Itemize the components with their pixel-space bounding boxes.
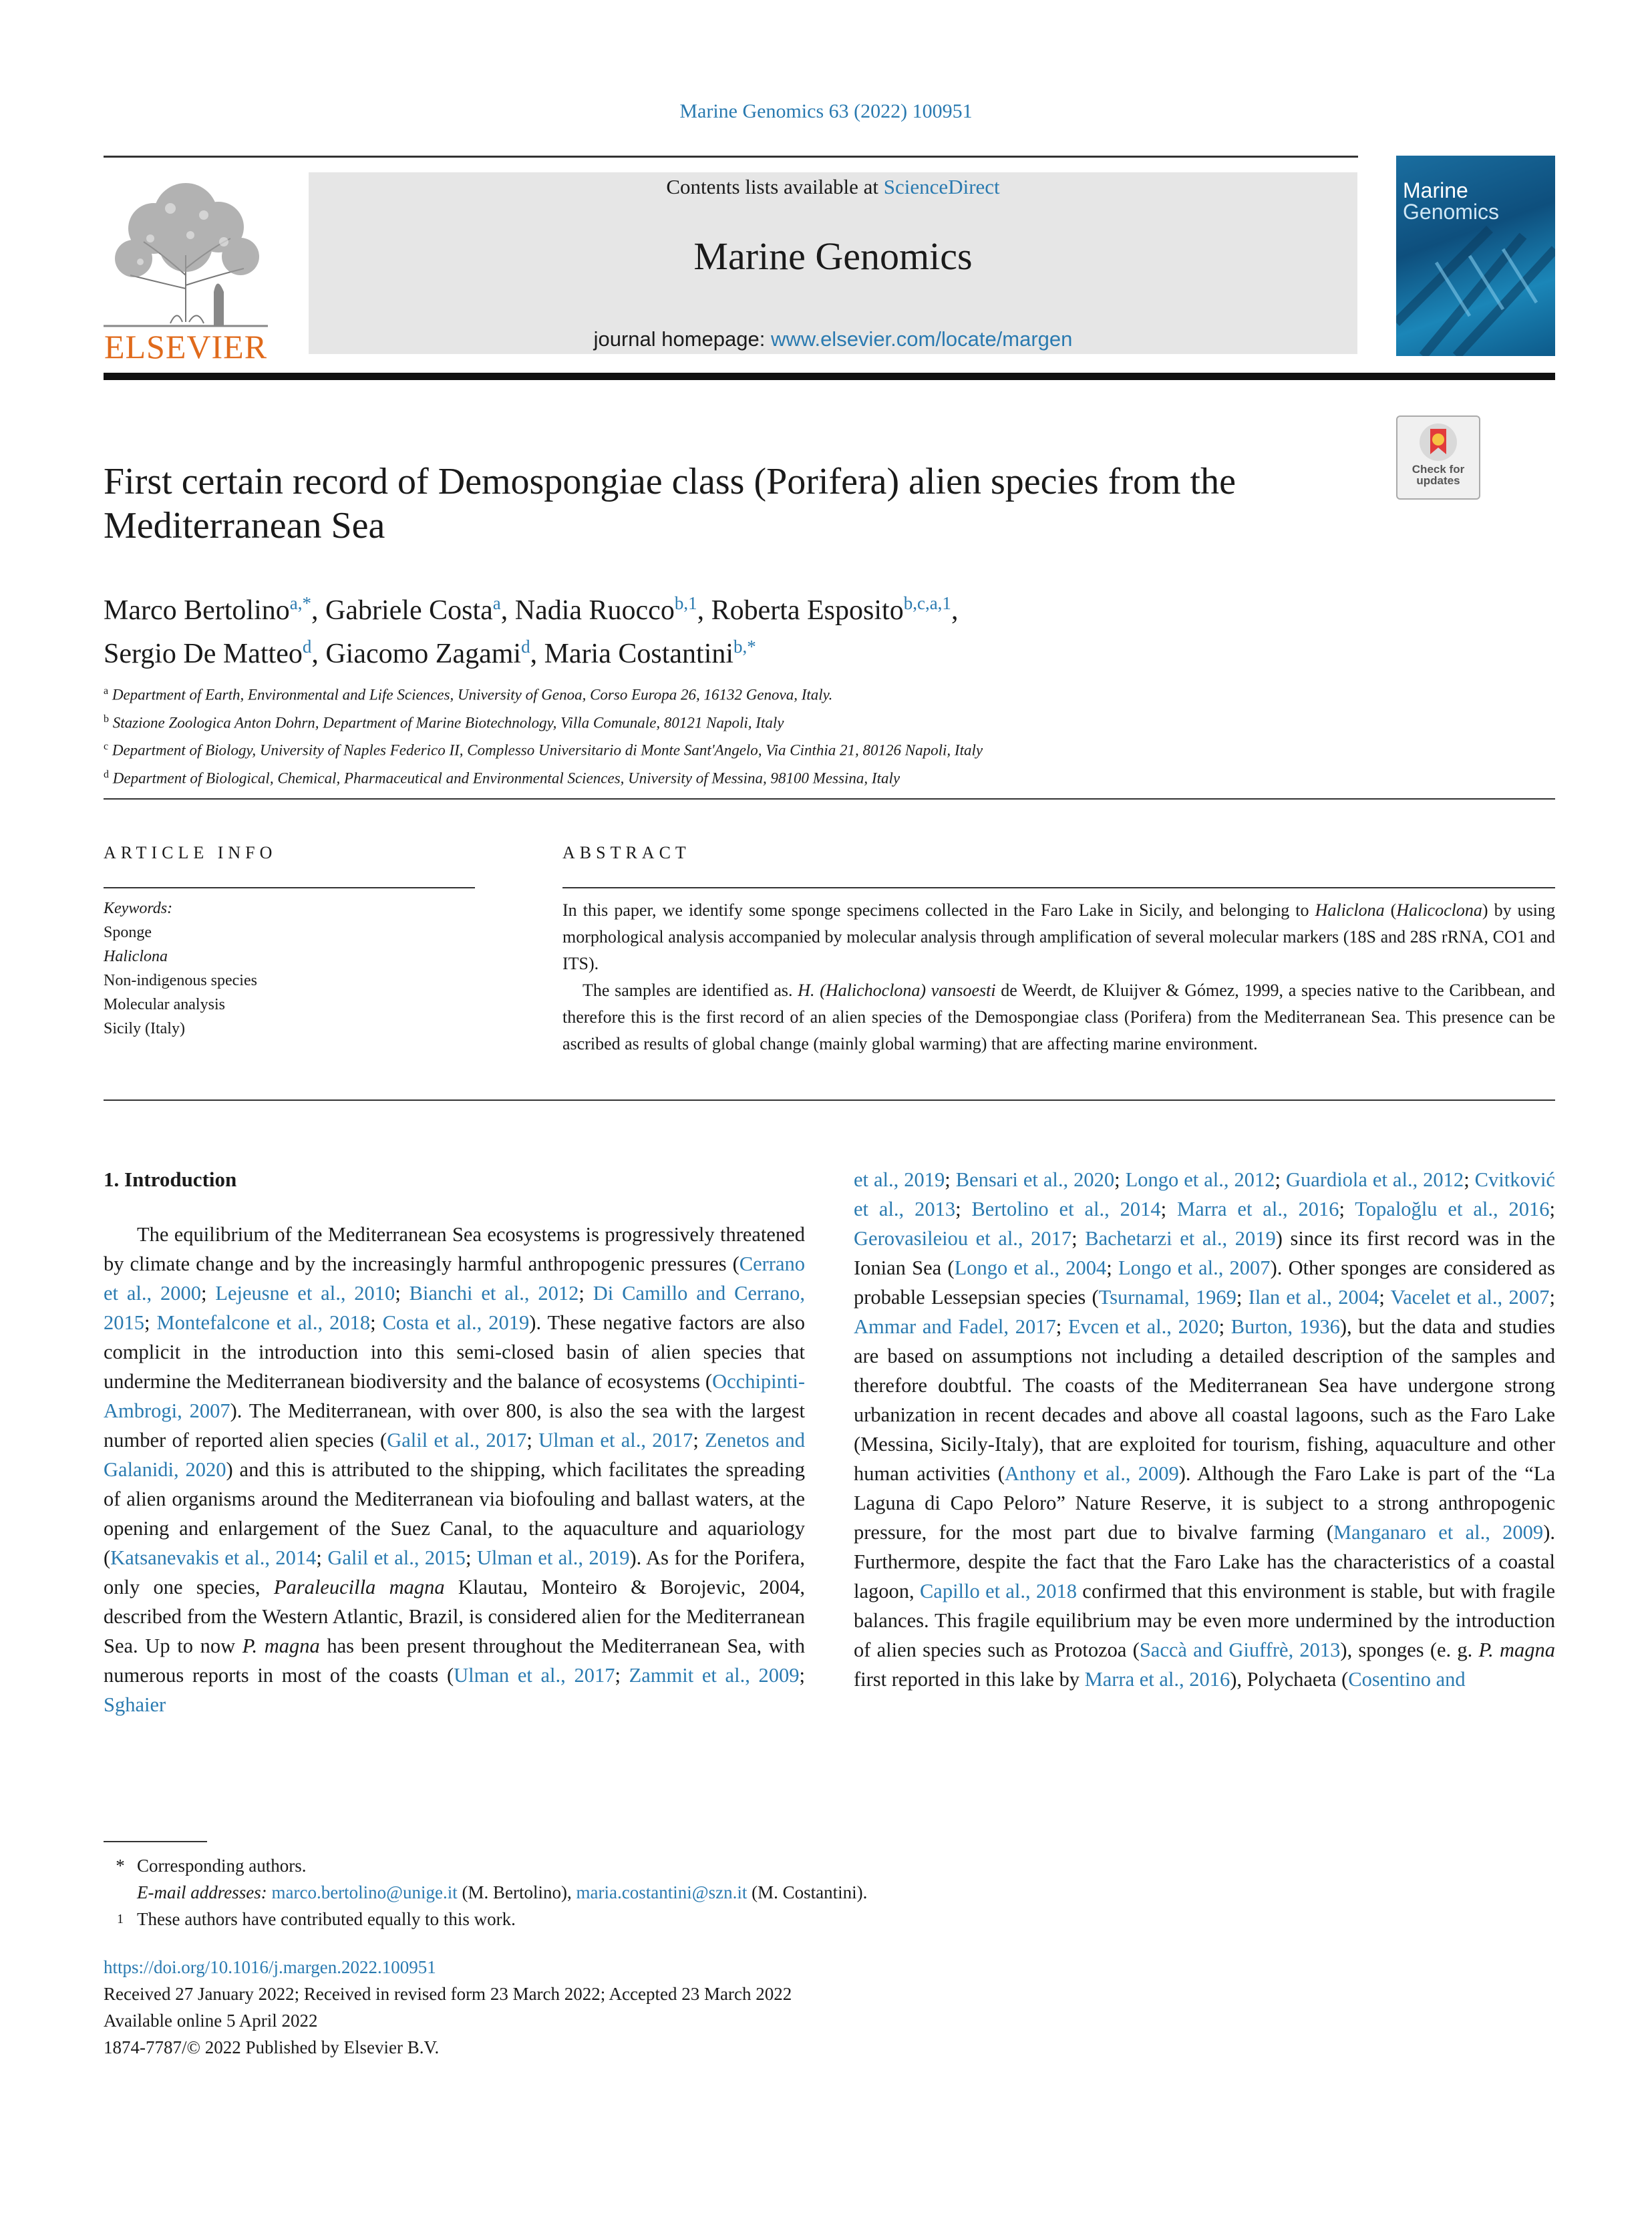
contents-line: Contents lists available at ScienceDirect [666, 175, 1000, 198]
species-name: P. magna [242, 1635, 320, 1657]
author-affiliation-mark[interactable]: a [492, 593, 501, 613]
section-heading-introduction: 1. Introduction [104, 1168, 237, 1191]
copyright-line: 1874-7787/© 2022 Published by Elsevier B.V. [104, 2037, 440, 2057]
citation-link[interactable]: Zenetos and Galanidi, 2020 [104, 1429, 805, 1481]
citation-link[interactable]: Cerrano et al., 2000 [104, 1252, 805, 1305]
sciencedirect-link[interactable]: ScienceDirect [883, 175, 1000, 198]
author-affiliation-mark[interactable]: d [521, 637, 530, 657]
citation-link[interactable]: et al., 2019 [854, 1168, 945, 1191]
citation-link[interactable]: Capillo et al., 2018 [919, 1580, 1077, 1602]
author-affiliation-mark[interactable]: b,1 [674, 593, 697, 613]
article-info-rule [104, 887, 475, 888]
body-text: ) and this is attributed to the shipping, which facilitates the spreading of alien organisms around the Mediterranean via biofouling and ballast waters, at the opening and enlargement of the Suez Canal, to the aquaculture and aquariology ( [104, 1458, 806, 1569]
author-name[interactable]: Roberta Esposito [711, 595, 904, 626]
keyword-item: Molecular analysis [104, 996, 225, 1013]
body-text: ; [1549, 1286, 1555, 1309]
author-separator: , [500, 595, 515, 626]
affiliation-item [104, 763, 1506, 791]
body-text: ; [955, 1198, 972, 1220]
abstract-text [562, 897, 1555, 1057]
citation-link[interactable]: Longo et al., 2004 [954, 1256, 1107, 1279]
author-name[interactable]: Marco Bertolino [104, 595, 290, 626]
cover-title-line-2: Genomics [1403, 200, 1500, 224]
author-separator: , [311, 639, 326, 669]
affiliation-mark: b [104, 713, 109, 725]
body-text: ; [465, 1546, 477, 1569]
cover-title-line-1: Marine [1403, 178, 1468, 202]
body-text: ; [799, 1664, 805, 1687]
body-text: ; [526, 1429, 539, 1452]
author-affiliation-mark[interactable]: a,* [289, 593, 311, 613]
body-text: ; [1339, 1198, 1355, 1220]
equal-contribution-footnote: 1 These authors have contributed equally to this work. [117, 1909, 516, 1929]
affiliation-rule [104, 798, 1555, 800]
body-column-right [854, 1165, 1555, 1694]
bookmark-icon [1397, 419, 1479, 466]
publication-info [104, 1954, 1506, 2061]
citation-link[interactable]: Sghaier [104, 1693, 166, 1716]
affiliation-item [104, 735, 1506, 763]
paper-title: First certain record of Demospongiae class (Porifera) alien species from the Mediterranean Sea [104, 461, 1236, 546]
abstract-heading: ABSTRACT [562, 843, 691, 862]
citation-link[interactable]: Tsurnamal, 1969 [1098, 1286, 1236, 1309]
body-text: confirmed that this environment is stable, but with fragile balances. This fragile equilibrium may be even more undermined by the introduction of alien species such as Protozoa ( [854, 1580, 1556, 1661]
author-separator: , [530, 639, 544, 669]
article-info-heading: ARTICLE INFO [104, 843, 277, 862]
body-text: first reported in this lake by [854, 1668, 1085, 1691]
citation-link[interactable]: Galil et al., 2015 [327, 1546, 466, 1569]
body-text: ). Other sponges are considered as probable Lessepsian species ( [854, 1256, 1555, 1309]
body-text: ; [945, 1168, 956, 1191]
body-text: ; [1464, 1168, 1475, 1191]
body-text: ; [615, 1664, 629, 1687]
body-text: ; [1236, 1286, 1249, 1309]
check-for-updates-badge[interactable] [1396, 415, 1480, 500]
citation-link[interactable]: Longo et al., 2012 [1125, 1168, 1275, 1191]
body-text: ), sponges (e. g. [1340, 1639, 1479, 1661]
affiliation-text: Department of Earth, Environmental and Life Sciences, University of Genoa, Corso Europa 26, 16132 Genova, Italy. [112, 686, 833, 703]
abstract-bottom-rule [104, 1099, 1555, 1101]
email-link-costantini[interactable]: maria.costantini@szn.it [576, 1882, 748, 1902]
author-list [104, 585, 1506, 672]
body-text: ; [1218, 1315, 1231, 1338]
citation-link[interactable]: Ammar and Fadel, 2017 [854, 1315, 1056, 1338]
author-name[interactable]: Maria Costantini [544, 639, 734, 669]
abstract-rule [562, 887, 1555, 888]
keyword-item: Sponge [104, 924, 152, 941]
email-link-bertolino[interactable]: marco.bertolino@unige.it [271, 1882, 458, 1902]
citation-link[interactable]: Di Camillo and Cerrano, 2015 [104, 1282, 805, 1334]
body-text: ). As for the Porifera, only one species, [104, 1546, 805, 1598]
author-name[interactable]: Nadia Ruocco [514, 595, 675, 626]
author-affiliation-mark[interactable]: d [302, 637, 312, 657]
abstract-paragraph-1: In this paper, we identify some sponge specimens collected in the Faro Lake in Sicily, and belonging to Haliclona (Halicoclona) by using morphological analysis accompanied by molecular analysis through amplification of several molecular markers (18S and 28S rRNA, CO1 and ITS). [562, 900, 1555, 973]
body-text: has been present throughout the Mediterranean Sea, with numerous reports in most of the coasts ( [104, 1635, 805, 1687]
journal-cover-image[interactable] [1396, 156, 1555, 356]
body-text: ; [201, 1282, 216, 1305]
footnote-rule [104, 1841, 207, 1842]
abstract-paragraph-2: The samples are identified as. H. (Halichoclona) vansoesti de Weerdt, de Kluijver & Gómez, 1999, a species native to the Caribbean, and therefore this is the first record of an alien species of the Demospongiae class (Porifera) from the Mediterranean Sea. This presence can be ascribed as results of global change (mainly global warming) that are affecting marine environment. [562, 981, 1556, 1053]
header-thick-rule [104, 373, 1555, 380]
body-text: ) since its first record was in the Ionian Sea ( [854, 1227, 1555, 1279]
author-affiliation-mark[interactable]: b,* [733, 637, 756, 657]
received-dates: Received 27 January 2022; Received in revised form 23 March 2022; Accepted 23 March 2022 [104, 1984, 792, 2004]
body-text: ; [144, 1311, 157, 1334]
body-text: ; [1055, 1315, 1068, 1338]
affiliation-list [104, 679, 1506, 791]
citation-link[interactable]: Cosentino and [1348, 1668, 1466, 1691]
author-affiliation-mark[interactable]: b,c,a,1 [903, 593, 951, 613]
publisher-logo-text: ELSEVIER [104, 328, 268, 365]
body-text: ). Furthermore, despite the fact that the Faro Lake has the characteristics of a coastal lagoon, [854, 1521, 1555, 1602]
corresponding-footnote: * Corresponding authors. [116, 1856, 307, 1876]
citation-link[interactable]: Occhipinti-Ambrogi, 2007 [104, 1370, 805, 1422]
citation-link[interactable]: Evcen et al., 2020 [1067, 1315, 1219, 1338]
body-column-left [104, 1220, 805, 1719]
citation-link[interactable]: Manganaro et al., 2009 [1333, 1521, 1544, 1544]
citation-link[interactable]: Burton, 1936 [1230, 1315, 1340, 1338]
citation-link[interactable]: Guardiola et al., 2012 [1285, 1168, 1464, 1191]
homepage-link[interactable]: www.elsevier.com/locate/margen [771, 327, 1073, 351]
author-separator: , [697, 595, 711, 626]
body-text: ). These negative factors are also complicit in the introduction into this semi-closed basin of alien species that undermine the Mediterranean biodiversity and the balance of ecosystems ( [104, 1311, 805, 1393]
keywords-block [104, 896, 478, 1041]
citation-link[interactable]: Lejeusne et al., 2010 [215, 1282, 395, 1305]
keyword-item: Sicily (Italy) [104, 1020, 185, 1037]
check-badge-label: Check for updates [1412, 463, 1465, 487]
citation-link[interactable]: Anthony et al., 2009 [1004, 1462, 1179, 1485]
citation-link[interactable]: Bachetarzi et al., 2019 [1085, 1227, 1276, 1250]
citation-link[interactable]: Gerovasileiou et al., 2017 [854, 1227, 1072, 1250]
email-footnote: E-mail addresses: marco.bertolino@unige.it (M. Bertolino), maria.costantini@szn.it (M. Costantini). [137, 1882, 868, 1902]
figure-icon [214, 284, 224, 326]
author-name[interactable]: Gabriele Costa [325, 595, 493, 626]
body-text: ; [316, 1546, 328, 1569]
citation-link[interactable]: Saccà and Giuffrè, 2013 [1139, 1639, 1341, 1661]
species-name: P. magna [1478, 1639, 1555, 1661]
citation-link[interactable]: Ulman et al., 2017 [454, 1664, 615, 1687]
citation-link[interactable]: Bianchi et al., 2012 [409, 1282, 579, 1305]
keywords-label: Keywords: [104, 900, 173, 917]
doi-link[interactable]: https://doi.org/10.1016/j.margen.2022.100951 [104, 1957, 436, 1977]
body-text: The equilibrium of the Mediterranean Sea ecosystems is progressively threatened by climate change and by the increasingly harmful anthropogenic pressures ( [104, 1223, 805, 1275]
citation-link[interactable]: Vacelet et al., 2007 [1390, 1286, 1550, 1309]
body-text: Klautau, Monteiro & Borojevic, 2004, described from the Western Atlantic, Brazil, is considered alien for the Mediterranean Sea. Up to now [104, 1576, 805, 1657]
citation-link[interactable]: Marra et al., 2016 [1177, 1198, 1339, 1220]
elsevier-tree-icon [104, 175, 268, 329]
affiliation-text: Stazione Zoologica Anton Dohrn, Department of Marine Biotechnology, Villa Comunale, 80121 Napoli, Italy [112, 714, 784, 731]
body-text: ). Although the Faro Lake is part of the “La Laguna di Capo Peloro” Nature Reserve, it is subject to a strong anthropogenic pressure, for the most part due to bivalve farming ( [854, 1462, 1555, 1544]
body-text: ; [1106, 1256, 1118, 1279]
citation-link[interactable]: Ulman et al., 2017 [538, 1429, 693, 1452]
body-text: ). The Mediterranean, with over 800, is also the sea with the largest number of reported alien species ( [104, 1399, 805, 1452]
affiliation-mark: a [104, 685, 109, 697]
affiliation-text: Department of Biology, University of Naples Federico II, Complesso Universitario di Monte Sant'Angelo, Via Cinthia 21, 80126 Napoli, Italy [112, 741, 983, 759]
affiliation-mark: d [104, 768, 109, 780]
affiliation-mark: c [104, 741, 109, 753]
citation-link[interactable]: Katsanevakis et al., 2014 [110, 1546, 317, 1569]
body-text: ; [1114, 1168, 1126, 1191]
body-text: ; [1379, 1286, 1391, 1309]
citation-link[interactable]: Ilan et al., 2004 [1248, 1286, 1379, 1309]
citation-link[interactable]: Topaloğlu et al., 2016 [1355, 1198, 1550, 1220]
citation-link[interactable]: Zammit et al., 2009 [629, 1664, 800, 1687]
author-separator: , [311, 595, 325, 626]
citation-link[interactable]: Ulman et al., 2019 [476, 1546, 630, 1569]
body-text: ; [1071, 1227, 1086, 1250]
body-text: ; [370, 1311, 383, 1334]
affiliation-text: Department of Biological, Chemical, Pharmaceutical and Environmental Sciences, University of Messina, 98100 Messina, Italy [112, 770, 900, 787]
citation-link[interactable]: Montefalcone et al., 2018 [156, 1311, 371, 1334]
keyword-item: Non-indigenous species [104, 972, 257, 989]
keyword-item: Haliclona [104, 948, 168, 965]
citation-link[interactable]: Longo et al., 2007 [1118, 1256, 1271, 1279]
body-text: ; [579, 1282, 593, 1305]
footnotes [104, 1852, 1506, 1932]
citation-link[interactable]: Costa et al., 2019 [382, 1311, 530, 1334]
affiliation-item [104, 679, 1506, 707]
author-name[interactable]: Giacomo Zagami [325, 639, 522, 669]
author-name[interactable]: Sergio De Matteo [104, 639, 303, 669]
online-date: Available online 5 April 2022 [104, 2011, 318, 2031]
journal-name: Marine Genomics [693, 234, 973, 278]
citation-link[interactable]: Cvitković et al., 2013 [854, 1168, 1555, 1220]
body-text: ), Polychaeta ( [1230, 1668, 1349, 1691]
keyword-list [104, 920, 478, 1041]
body-text: ; [1160, 1198, 1177, 1220]
journal-citation-link[interactable]: Marine Genomics 63 (2022) 100951 [679, 100, 973, 122]
body-text: ; [395, 1282, 409, 1305]
cover-title [1403, 180, 1550, 222]
citation-link[interactable]: Galil et al., 2017 [387, 1429, 527, 1452]
homepage-line: journal homepage: www.elsevier.com/locate/margen [593, 327, 1073, 351]
citation-link[interactable]: Bertolino et al., 2014 [971, 1198, 1161, 1220]
body-text: ; [1549, 1198, 1555, 1220]
species-name: Paraleucilla magna [273, 1576, 445, 1598]
body-text: ), but the data and studies are based on assumptions not including a detailed description of the samples and therefore doubtful. The coasts of the Mediterranean Sea have undergone strong urbanization in recent decades and above all coastal lagoons, such as the Faro Lake (Messina, Sicily-Italy), that are exploited for tourism, fishing, aquaculture and other human activities ( [854, 1315, 1556, 1485]
body-text: ; [693, 1429, 705, 1452]
affiliation-item [104, 707, 1506, 735]
citation-link[interactable]: Bensari et al., 2020 [955, 1168, 1115, 1191]
header-rule [104, 156, 1358, 158]
author-separator: , [951, 595, 959, 626]
citation-link[interactable]: Marra et al., 2016 [1084, 1668, 1230, 1691]
body-text: ; [1275, 1168, 1286, 1191]
